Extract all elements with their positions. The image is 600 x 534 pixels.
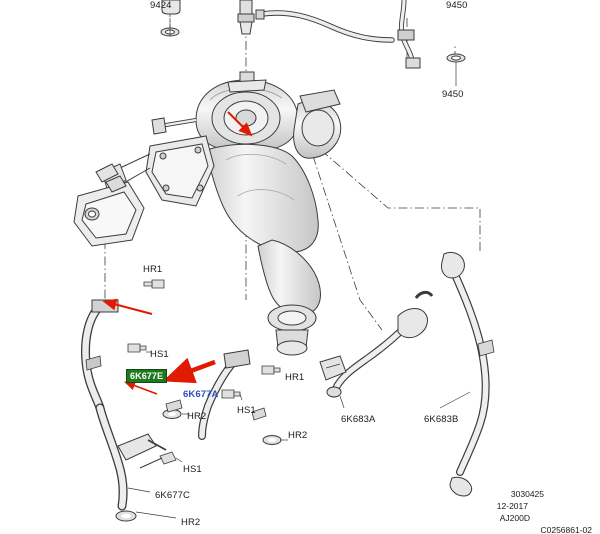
label-hs1-lower: HS1 (183, 464, 202, 475)
label-9450-top-right: 9450 (446, 0, 468, 11)
label-hr2-left: HR2 (187, 411, 207, 422)
label-hr2-center: HR2 (288, 430, 308, 441)
footer-engine-code: AJ200D (499, 513, 530, 523)
turbocharger-body (74, 72, 341, 355)
label-hs1-left: HS1 (150, 349, 169, 360)
label-hr1-upper: HR1 (143, 264, 163, 275)
label-6k683b: 6K683B (424, 414, 459, 425)
footer-doc-id: C0256861-02 (540, 525, 592, 534)
label-hr2-bottom: HR2 (181, 517, 201, 528)
label-6k677a: 6K677A (183, 389, 219, 400)
hose-6K677C (100, 400, 182, 521)
footer-drawing-number: 3030425 (510, 489, 544, 499)
hose-6K683B (441, 252, 494, 496)
label-9424-top: 9424 (150, 0, 172, 11)
label-hs1-center: HS1 (237, 405, 256, 416)
label-9450-right: 9450 (442, 89, 464, 100)
label-6k683a: 6K683A (341, 414, 376, 425)
top-pipe-assembly (161, 0, 465, 68)
hose-6K683A (320, 292, 432, 397)
label-6k677c: 6K677C (155, 490, 190, 501)
hose-6K677E (86, 300, 118, 408)
label-6k677e-highlighted: 6K677E (126, 369, 167, 383)
footer-date: 12-2017 (496, 501, 528, 511)
label-hr1-center: HR1 (285, 372, 305, 383)
